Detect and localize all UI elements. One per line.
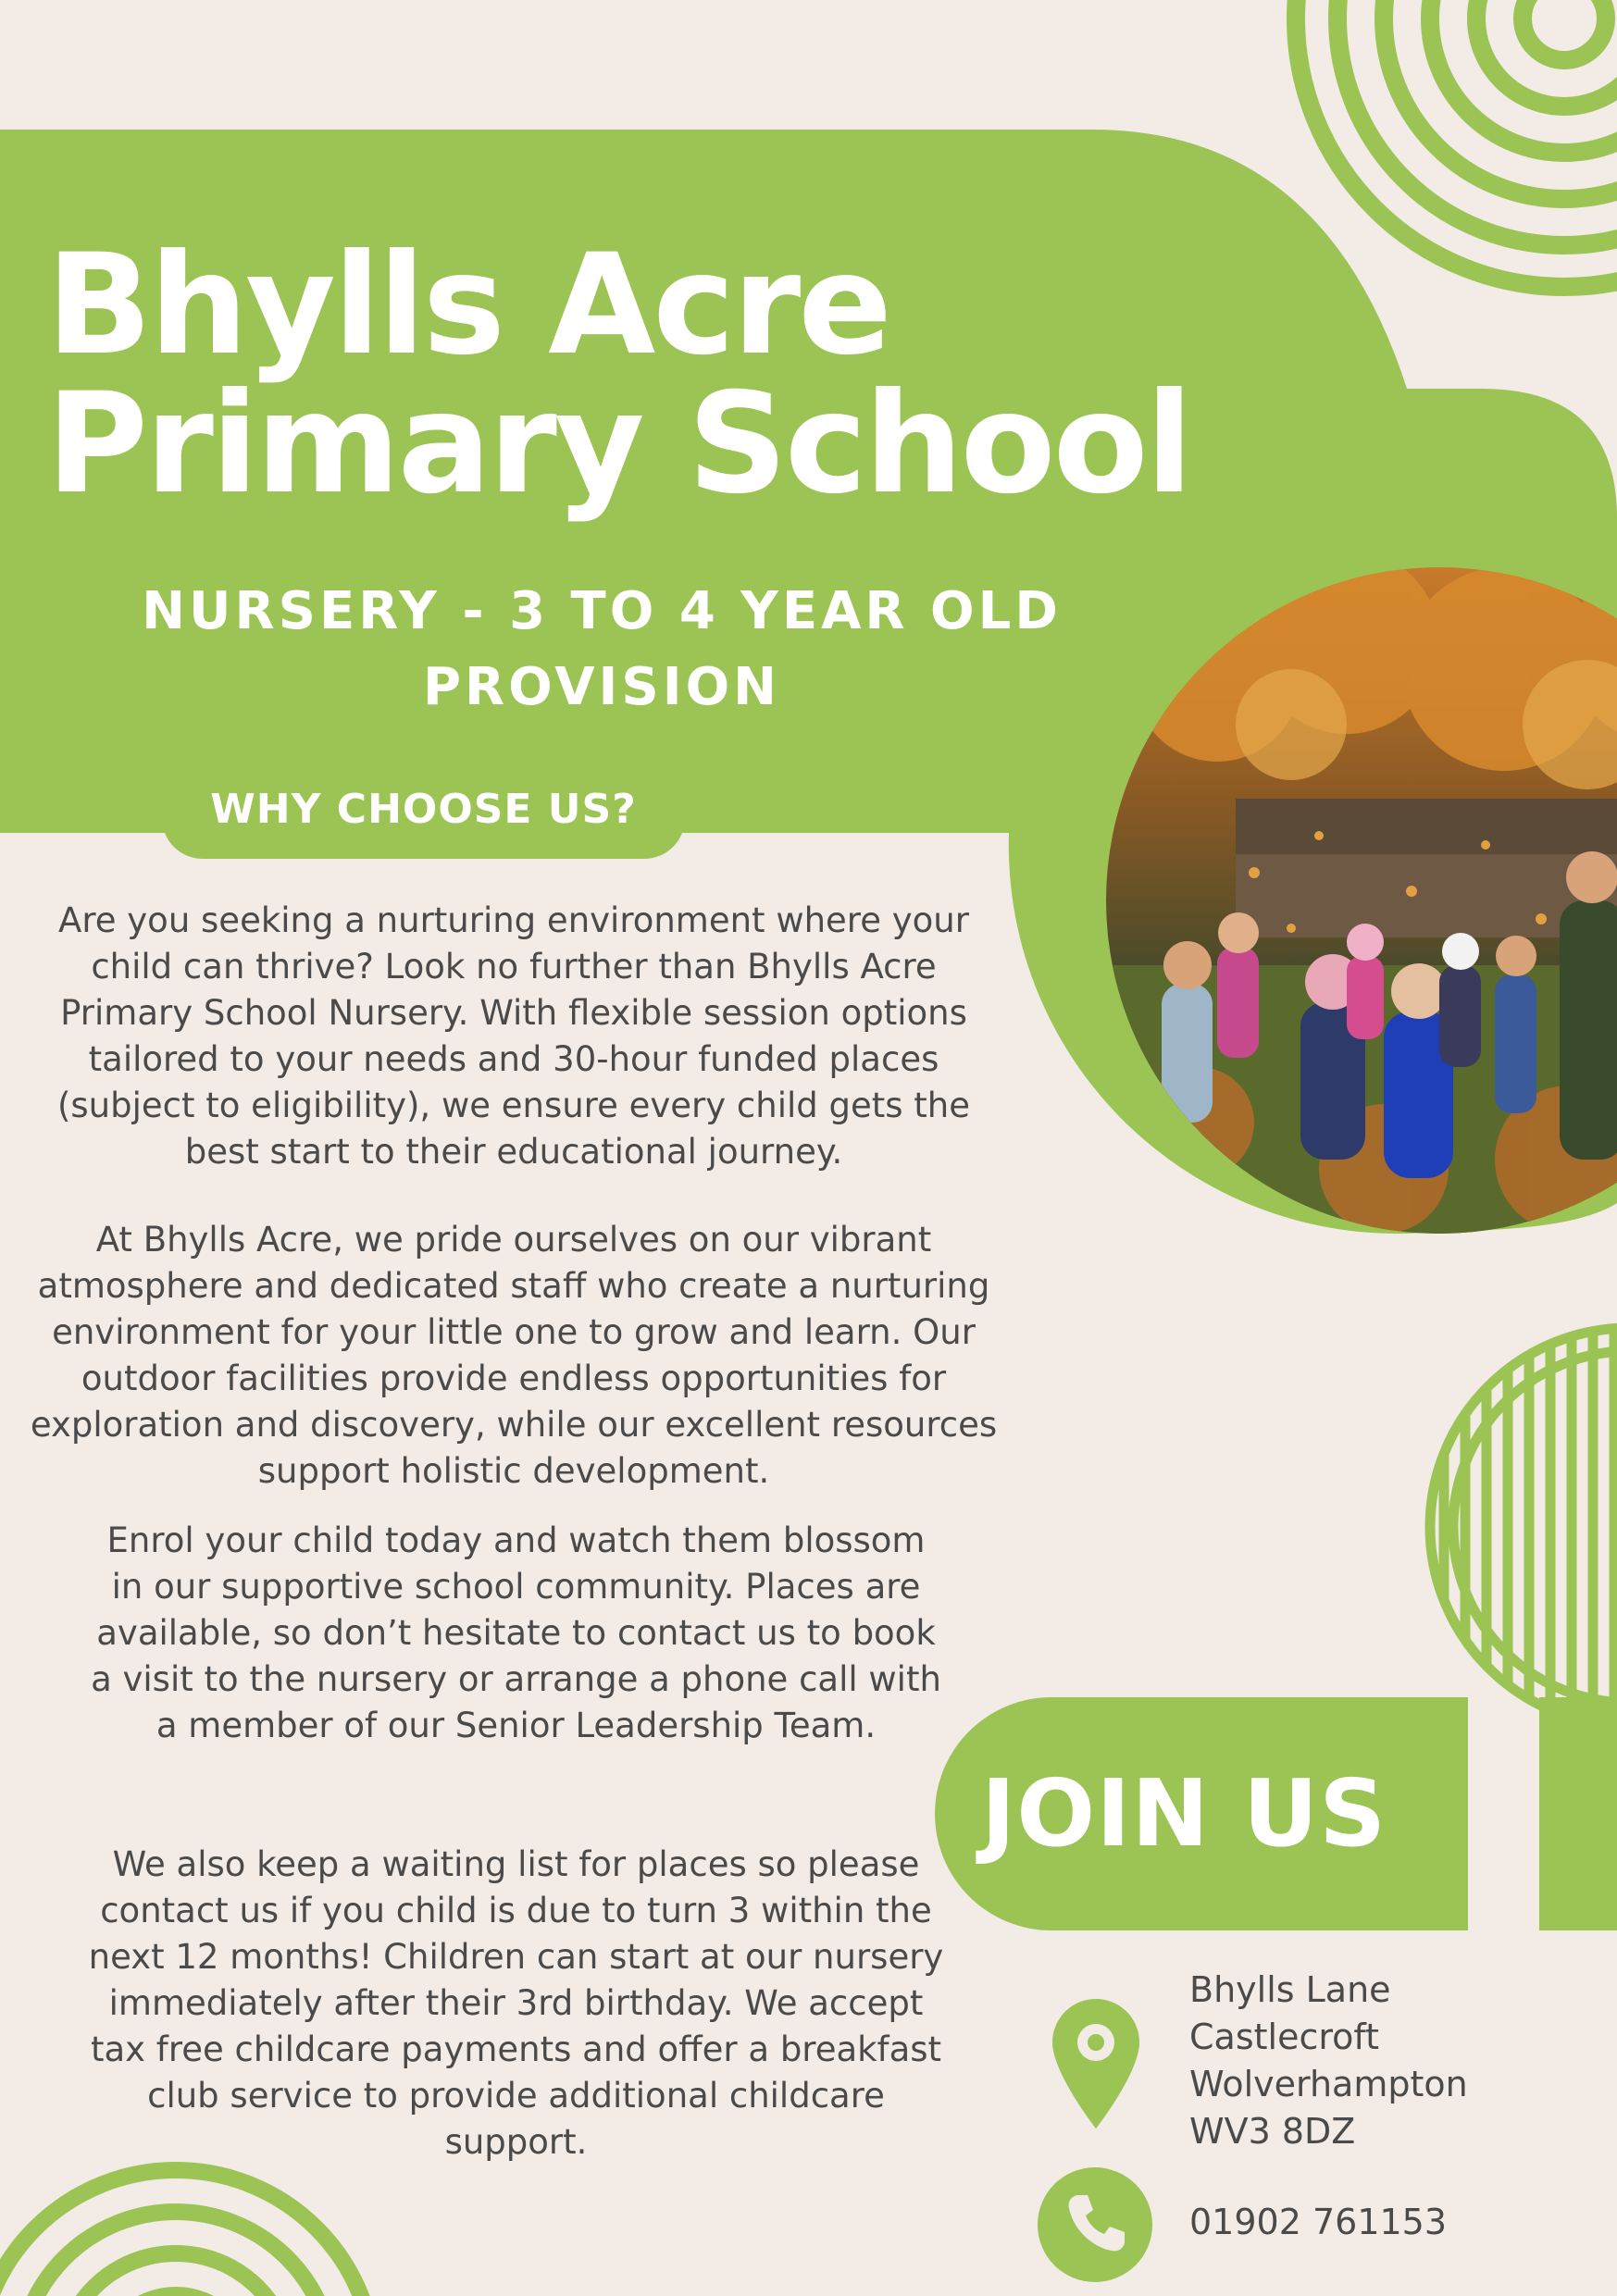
address-line1: Bhylls Lane: [1189, 1969, 1391, 2010]
address-line3: Wolverhampton: [1189, 2064, 1468, 2104]
school-title-line2: Primary School: [46, 364, 1191, 525]
address-line2: Castlecroft: [1189, 2017, 1379, 2057]
bottom-left-rings: [0, 2170, 375, 2296]
join-us-side-block: [1539, 1697, 1617, 1930]
nursery-subtitle: NURSERY - 3 TO 4 YEAR OLD PROVISION: [142, 581, 1062, 717]
facilities-paragraph: At Bhylls Acre, we pride ourselves on our vibrant atmosphere and dedicated staff who create a nurturing environment for your little one to grow and learn. Our outdoor facilities provide endless opportunities for exploration and discovery, while our excellent resources support holistic development.: [30, 1220, 998, 1491]
enrol-paragraph: Enrol your child today and watch them blossom in our supportive school community. Places are available, so don’t hesitate to contact us to book a visit to the nursery or arrange a phone call with a member of our Senior Leadership Team.: [91, 1520, 941, 1745]
school-title-line1: Bhylls Acre: [46, 225, 889, 386]
why-choose-us-heading: WHY CHOOSE US?: [210, 786, 637, 833]
phone-icon[interactable]: [1038, 2167, 1152, 2282]
intro-paragraph: Are you seeking a nurturing environment where your child can thrive? Look no further than Bhylls Acre Primary School Nursery. With flexible session options tailored to your needs and 30-hour funded places (subject to eligibility), we ensure every child gets the best start to their educational journey.: [56, 900, 971, 1172]
top-right-rings: [1296, 0, 1617, 287]
school-title: [46, 225, 1250, 525]
address-line4: WV3 8DZ: [1189, 2111, 1356, 2152]
location-pin-icon: [1052, 1999, 1139, 2128]
school-address: [1189, 1967, 1468, 2155]
join-us-label[interactable]: JOIN US: [981, 1759, 1387, 1868]
phone-number[interactable]: 01902 761153: [1189, 2202, 1448, 2242]
waiting-list-paragraph: We also keep a waiting list for places so please contact us if you child is due to turn 3 within the next 12 months! Children can start at our nursery immediately after their 3rd birthday. We accept tax free childcare payments and offer a breakfast club service to provide additional childcare support.: [88, 1844, 944, 2162]
